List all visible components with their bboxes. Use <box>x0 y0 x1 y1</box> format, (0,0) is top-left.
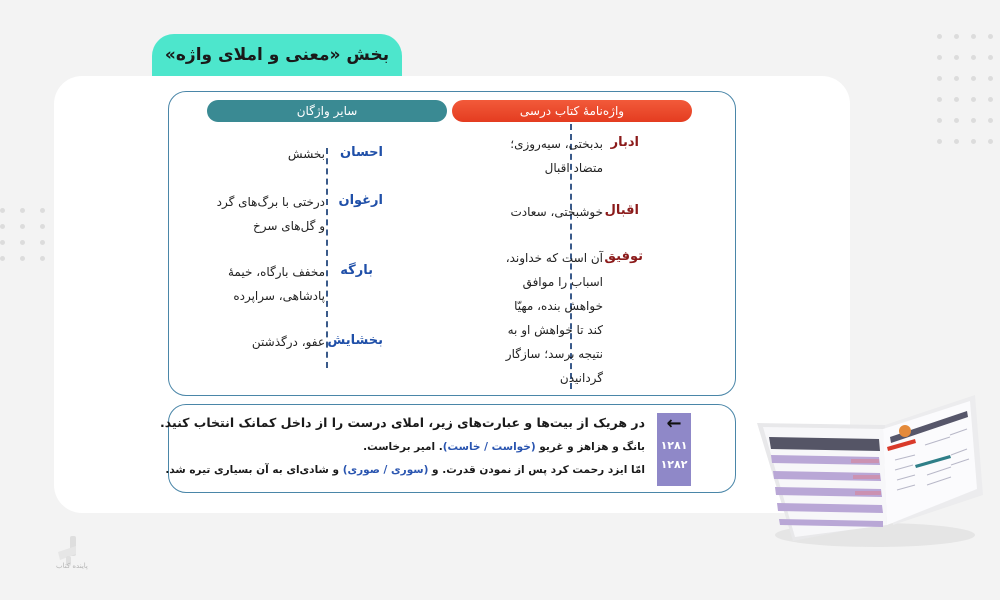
glossary-entry <box>453 200 639 224</box>
exercise-box <box>160 404 736 493</box>
glossary-entry <box>185 260 373 308</box>
glossary-word: بارگه <box>340 263 373 278</box>
question-text: . امیر برخاست. <box>363 441 443 453</box>
textbook-glossary-header <box>452 100 692 122</box>
question-text: و شادی‌ای به آن بسیاری تیره شد. <box>165 464 343 476</box>
meaning-line: گردانیدن <box>559 371 603 385</box>
brand-name: پاینده کتاب <box>56 562 88 570</box>
question-text: بانگ و هزاهز و غریو <box>535 441 645 453</box>
glossary-word: توفیق <box>604 249 643 264</box>
glossary-entry <box>185 190 383 238</box>
spelling-choice[interactable]: (خواست / خاست) <box>442 441 536 453</box>
glossary-word: بخشایش <box>327 333 383 348</box>
question-number: ۱۲۸۲ <box>660 458 688 471</box>
glossary-entry <box>443 246 643 390</box>
meaning-line: کند تا خواهش او به <box>507 323 603 337</box>
meaning-line: درختی با برگ‌های گرد <box>216 195 325 209</box>
question-text: امّا ایزد رحمت کرد پس از نمودن قدرت. و <box>428 464 645 476</box>
meaning-line: خوشبختی، سعادت <box>510 205 603 219</box>
glossary-word: اقبال <box>604 203 639 218</box>
glossary-word: احسان <box>339 145 383 160</box>
meaning-line: اسباب را موافق <box>522 275 603 289</box>
meaning-line: نتیجه برسد؛ سازگار <box>505 347 603 361</box>
decorative-dot-grid <box>937 34 993 144</box>
section-title-tab <box>152 34 402 76</box>
meaning-line: و گل‌های سرخ <box>252 219 325 233</box>
decorative-dot-grid <box>0 208 45 261</box>
exercise-instruction: در هریک از بیت‌ها و عبارت‌های زیر، املای درست را از داخل کمانک انتخاب کنید. <box>160 415 645 430</box>
open-book-illustration <box>755 385 985 555</box>
textbook-glossary-label: واژه‌نامهٔ کتاب درسی <box>519 104 625 118</box>
meaning-line: آن است که خداوند، <box>505 251 603 265</box>
exercise-question <box>363 441 645 453</box>
glossary-entry <box>185 142 383 166</box>
arrow-left-icon: ← <box>666 413 682 434</box>
meaning-line: پادشاهی، سراپرده <box>233 289 325 303</box>
glossary-word: ادبار <box>610 135 639 150</box>
vocabulary-box <box>168 91 736 396</box>
section-title: بخش «معنی و املای واژه» <box>164 45 390 65</box>
other-words-label: سایر واژگان <box>296 104 358 118</box>
meaning-line: بخشش <box>287 147 325 161</box>
meaning-line: متضاد اقبال <box>544 161 603 175</box>
glossary-entry <box>185 330 383 354</box>
meaning-line: مخفف بارگاه، خیمهٔ <box>227 265 325 279</box>
meaning-line: خواهش بنده، مهیّا <box>514 299 603 313</box>
meaning-line: بدبختی، سیه‌روزی؛ <box>510 137 603 151</box>
question-number: ۱۲۸۱ <box>660 439 688 452</box>
exercise-question <box>165 464 645 476</box>
glossary-word: ارغوان <box>338 193 383 208</box>
spelling-choice[interactable]: (سوری / صوری) <box>342 464 429 476</box>
meaning-line: عفو، درگذشتن <box>251 335 325 349</box>
other-words-header <box>207 100 447 122</box>
exercise-number-strip <box>657 413 691 486</box>
glossary-entry <box>453 132 639 180</box>
